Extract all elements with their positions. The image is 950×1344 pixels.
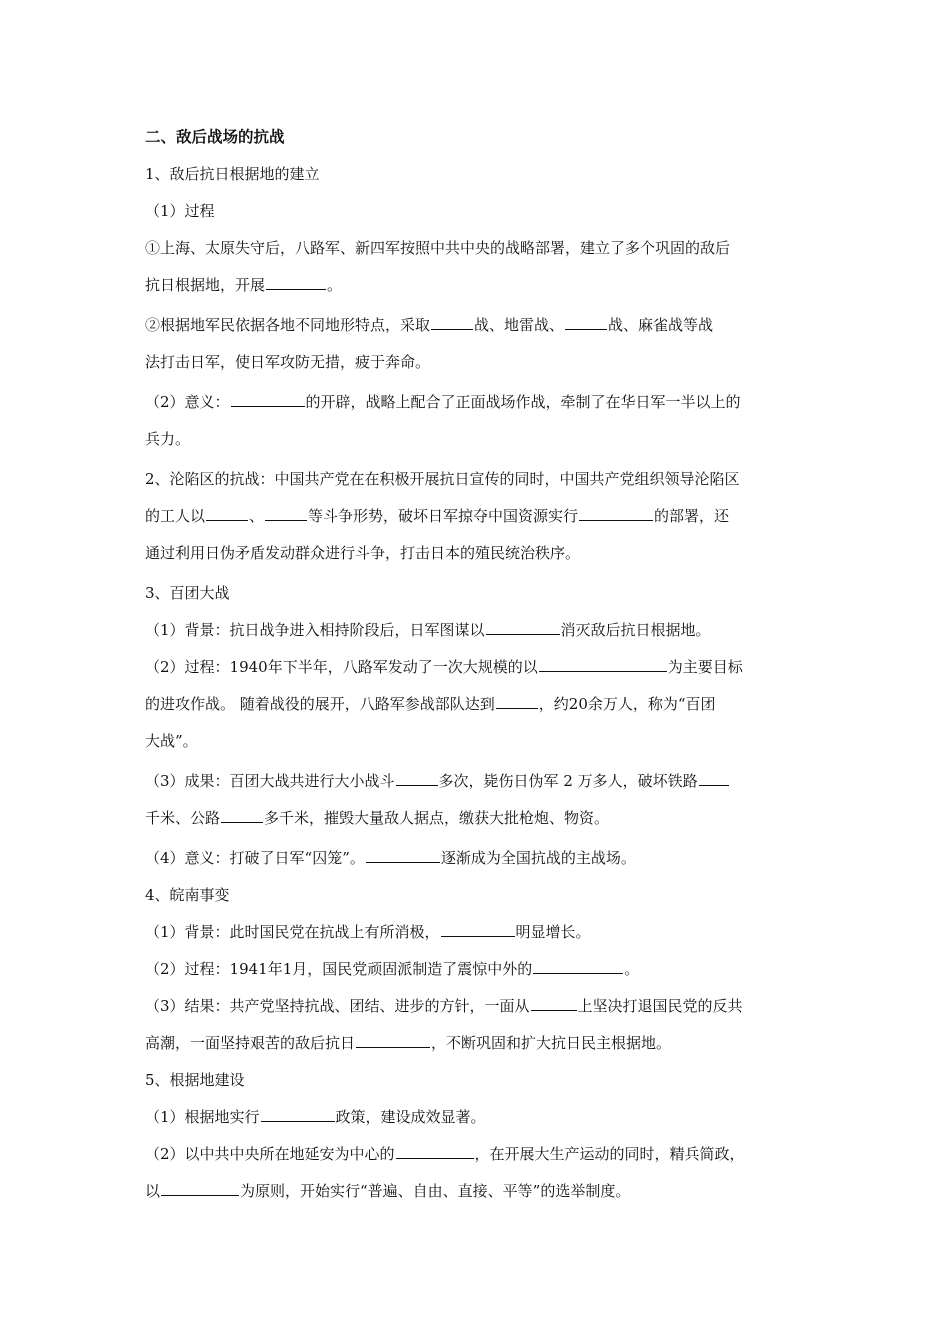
text-segment: 抗日根据地，开展 — [145, 276, 266, 294]
text-segment: 2、沦陷区的抗战：中国共产党在在积极开展抗日宣传的同时，中国共产党组织领导沦陷区 — [145, 470, 740, 488]
text-segment: 3、百团大战 — [145, 584, 230, 602]
text-line — [145, 424, 810, 464]
text-segment: （1）过程 — [145, 202, 215, 220]
text-line — [145, 615, 810, 652]
text-segment: 上坚决打退国民党的反共 — [577, 997, 743, 1015]
text-line — [145, 464, 810, 501]
text-segment: 多千米，摧毁大量敌人据点，缴获大批枪炮、物资。 — [264, 809, 610, 827]
fill-in-blank[interactable] — [565, 315, 607, 330]
fill-in-blank[interactable] — [431, 315, 473, 330]
text-line — [145, 538, 810, 578]
text-segment: （2）以中共中央所在地延安为中心的 — [145, 1145, 395, 1163]
section-title: 二、敌后战场的抗战 — [145, 128, 285, 146]
fill-in-blank[interactable] — [231, 392, 305, 407]
text-line — [145, 766, 810, 803]
fill-in-blank[interactable] — [441, 922, 515, 937]
fill-in-blank[interactable] — [396, 1144, 474, 1159]
fill-in-blank[interactable] — [221, 808, 263, 823]
text-segment: ①上海、太原失守后，八路军、新四军按照中共中央的战略部署，建立了多个巩固的敌后 — [145, 239, 731, 257]
text-line — [145, 726, 810, 766]
fill-in-blank[interactable] — [533, 959, 623, 974]
text-line — [145, 578, 810, 615]
text-line — [145, 1102, 810, 1139]
text-line — [145, 652, 810, 689]
text-line — [145, 501, 810, 538]
fill-in-blank[interactable] — [539, 657, 667, 672]
text-line — [145, 1176, 810, 1213]
fill-in-blank[interactable] — [396, 771, 438, 786]
text-segment: 大战”。 — [145, 732, 198, 750]
text-line — [145, 1028, 810, 1065]
text-segment: ，约20余万人，称为“百团 — [538, 695, 716, 713]
text-segment: （2）过程：1941年1月，国民党顽固派制造了震惊中外的 — [145, 960, 533, 978]
text-segment: （2）意义： — [145, 393, 230, 411]
text-segment: 的部署，还 — [654, 507, 730, 525]
text-line — [145, 387, 810, 424]
text-line — [145, 310, 810, 347]
text-line — [145, 954, 810, 991]
text-line — [145, 270, 810, 310]
text-segment: 通过利用日伪矛盾发动群众进行斗争，打击日本的殖民统治秩序。 — [145, 544, 581, 562]
fill-in-blank[interactable] — [265, 506, 307, 521]
fill-in-blank[interactable] — [206, 506, 248, 521]
text-segment: 的工人以 — [145, 507, 206, 525]
text-segment: 战、地雷战、 — [474, 316, 565, 334]
fill-in-blank[interactable] — [496, 694, 538, 709]
text-segment: ②根据地军民依据各地不同地形特点，采取 — [145, 316, 431, 334]
text-line — [145, 880, 810, 917]
fill-in-blank[interactable] — [579, 506, 653, 521]
text-line — [145, 347, 810, 387]
text-line — [145, 991, 810, 1028]
text-segment: 法打击日军，使日军攻防无措，疲于奔命。 — [145, 353, 431, 371]
fill-in-blank[interactable] — [356, 1033, 430, 1048]
text-segment: （4）意义：打破了日军“囚笼”。 — [145, 849, 365, 867]
text-segment: 。 — [624, 960, 640, 978]
text-segment: 。 — [327, 276, 343, 294]
worksheet-lines — [145, 159, 810, 1213]
text-segment: （1）背景：此时国民党在抗战上有所消极， — [145, 923, 440, 941]
text-segment: （3）结果：共产党坚持抗战、团结、进步的方针，一面从 — [145, 997, 530, 1015]
text-segment: 1、敌后抗日根据地的建立 — [145, 165, 320, 183]
text-segment: 政策，建设成效显著。 — [335, 1108, 486, 1126]
text-line — [145, 689, 810, 726]
text-line — [145, 917, 810, 954]
text-segment: 的开辟，战略上配合了正面战场作战，牵制了在华日军一半以上的 — [305, 393, 741, 411]
text-segment: 千米、公路 — [145, 809, 221, 827]
text-line — [145, 233, 810, 270]
text-segment: 为主要目标 — [667, 658, 743, 676]
text-segment: 多次，毙伤日伪军 2 万多人，破坏铁路 — [438, 772, 698, 790]
text-segment: （2）过程：1940年下半年，八路军发动了一次大规模的以 — [145, 658, 538, 676]
text-segment: 、 — [249, 507, 265, 525]
fill-in-blank[interactable] — [366, 848, 440, 863]
text-segment: 以 — [145, 1182, 161, 1200]
text-line — [145, 196, 810, 233]
fill-in-blank[interactable] — [261, 1107, 335, 1122]
worksheet-content — [145, 122, 810, 1213]
text-segment: 高潮，一面坚持艰苦的敌后抗日 — [145, 1034, 356, 1052]
text-line — [145, 1139, 810, 1176]
text-line — [145, 159, 810, 196]
text-segment: 战、麻雀战等战 — [608, 316, 714, 334]
text-segment: （1）根据地实行 — [145, 1108, 260, 1126]
text-segment: 4、皖南事变 — [145, 886, 230, 904]
fill-in-blank[interactable] — [161, 1181, 239, 1196]
text-segment: 等斗争形势，破坏日军掠夺中国资源实行 — [308, 507, 579, 525]
fill-in-blank[interactable] — [699, 771, 729, 786]
text-segment: 逐渐成为全国抗战的主战场。 — [440, 849, 636, 867]
text-line — [145, 1065, 810, 1102]
text-line — [145, 803, 810, 843]
fill-in-blank[interactable] — [531, 996, 577, 1011]
text-segment: 5、根据地建设 — [145, 1071, 245, 1089]
text-segment: （3）成果：百团大战共进行大小战斗 — [145, 772, 395, 790]
text-segment: ，不断巩固和扩大抗日民主根据地。 — [431, 1034, 672, 1052]
text-line — [145, 843, 810, 880]
fill-in-blank[interactable] — [486, 620, 560, 635]
text-segment: 兵力。 — [145, 430, 191, 448]
text-segment: （1）背景：抗日战争进入相持阶段后，日军图谋以 — [145, 621, 485, 639]
text-segment: 为原则，开始实行“普遍、自由、直接、平等”的选举制度。 — [240, 1182, 631, 1200]
text-segment: ，在开展大生产运动的同时，精兵简政， — [474, 1145, 745, 1163]
text-segment: 明显增长。 — [515, 923, 591, 941]
text-segment: 的进攻作战。 随着战役的展开，八路军参战部队达到 — [145, 695, 495, 713]
fill-in-blank[interactable] — [266, 275, 326, 290]
text-segment: 消灭敌后抗日根据地。 — [560, 621, 711, 639]
